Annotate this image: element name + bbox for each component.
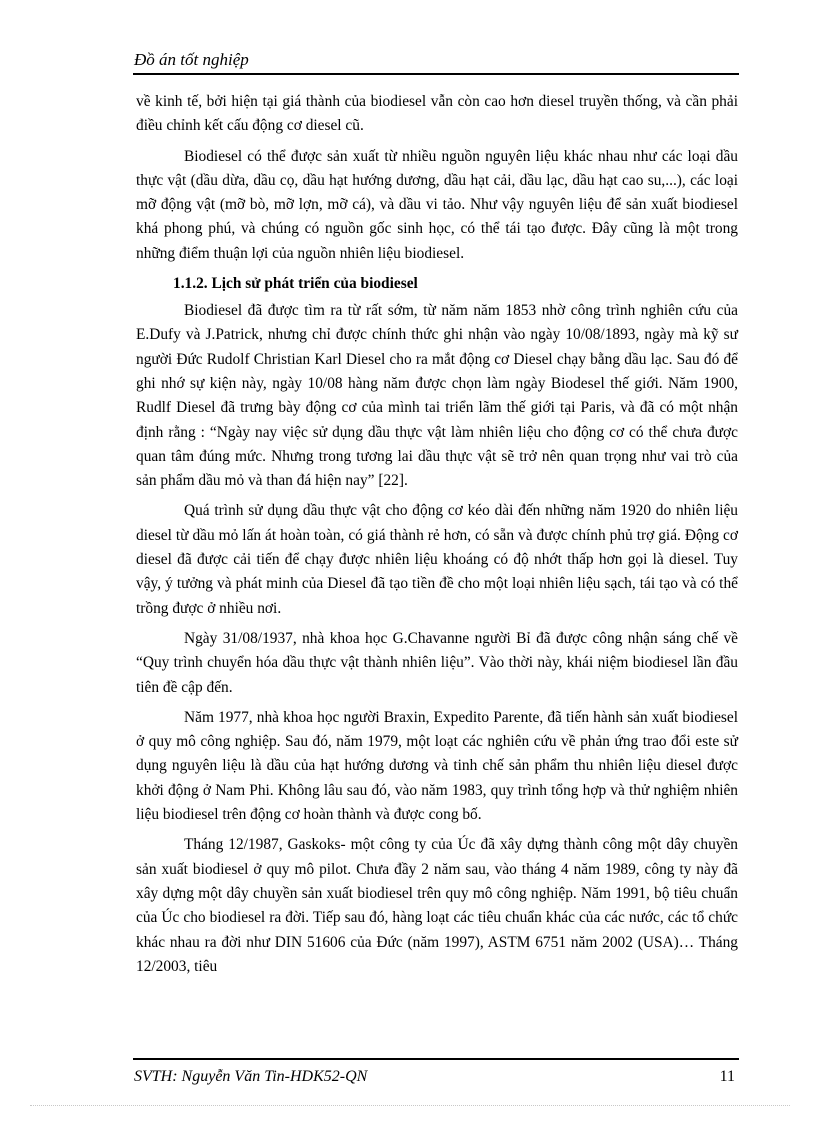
page-edge-divider [30, 1105, 790, 1106]
paragraph-standards: Tháng 12/1987, Gaskoks- một công ty của Úc đã xây dựng thành công một dây chuyền sản xuất biodiesel ở quy mô pilot. Chưa đầy 2 năm sau, vào tháng 4 năm 1989, công ty này đã xây dựng một dây chuyền sản xuất biodiesel trên quy mô công nghiệp. Năm 1991, bộ tiêu chuẩn của Úc cho biodiesel ra đời. Tiếp sau đó, hàng loạt các tiêu chuẩn khác của các nước, các tổ chức khác nhau ra đời như DIN 51606 của Đức (năm 1997), ASTM 6751 năm 2002 (USA)… Tháng 12/2003, tiêu [136, 836, 738, 975]
paragraph-feedstock: Biodiesel có thể được sản xuất từ nhiều nguồn nguyên liệu khác nhau như các loại dầu thực vật (dầu dừa, dầu cọ, dầu hạt hướng dương, dầu hạt cải, dầu lạc, dầu hạt cao su,...), các loại mỡ động vật (mỡ bò, mỡ lợn, mỡ cá), và dầu vi tảo. Như vậy nguyên liệu để sản xuất biodiesel khá phong phú, và chúng có nguồn gốc sinh học, có thể tái tạo được. Đây cũng là một trong những điểm thuận lợi của nguồn nhiên liệu biodiesel. [136, 147, 738, 262]
paragraph-usage: Quá trình sử dụng dầu thực vật cho động cơ kéo dài đến những năm 1920 do nhiên liệu diesel từ dầu mỏ lấn át hoàn toàn, có giá thành rẻ hơn, có sẵn và được chính phủ trợ giá. Động cơ diesel đã được cải tiến để chạy được nhiên liệu khoáng có độ nhớt thấp hơn gọi là diesel. Tuy vậy, ý tưởng và phát minh của Diesel đã tạo tiền đề cho một loại nhiên liệu sạch, tái tạo và có thể trồng được ở nhiều nơi. [136, 502, 738, 617]
paragraph-history: Biodiesel đã được tìm ra từ rất sớm, từ năm năm 1853 nhờ công trình nghiên cứu của E.Dufy và J.Patrick, nhưng chỉ được chính thức ghi nhận vào ngày 10/08/1893, ngày mà kỹ sư người Đức Rudolf Christian Karl Diesel cho ra mắt động cơ Diesel chạy bằng dầu lạc. Sau đó để ghi nhớ sự kiện này, ngày 10/08 hàng năm được chọn làm ngày Biodesel thế giới. Năm 1900, Rudlf Diesel đã trưng bày động cơ của mình tai triển lãm thế giới tại Paris, và đã có một nhận định rằng : “Ngày nay việc sử dụng dầu thực vật làm nhiên liệu cho động cơ có thể chưa được quan tâm đúng mức. Nhưng trong tương lai dầu thực vật sẽ trở nên quan trọng như vai trò của sản phẩm dầu mỏ và than đá hiện nay” [22]. [136, 302, 738, 490]
section-heading: 1.1.2. Lịch sử phát triển của biodiesel [173, 275, 418, 293]
page-header [133, 46, 739, 75]
paragraph-continued: về kinh tế, bởi hiện tại giá thành của biodiesel vẫn còn cao hơn diesel truyền thống, và cần phải điều chỉnh kết cấu động cơ diesel cũ. [136, 93, 738, 135]
footer-author: SVTH: Nguyễn Văn Tin-HDK52-QN [134, 1068, 368, 1085]
paragraph-industrial: Năm 1977, nhà khoa học người Braxin, Expedito Parente, đã tiến hành sản xuất biodiesel ở quy mô công nghiệp. Sau đó, năm 1979, một loạt các nghiên cứu về phản ứng trao đổi este sử dụng nguyên liệu là dầu của hạt hướng dương và tinh chế sản phẩm thu nhiên liệu diesel được khởi động ở Nam Phi. Không lâu sau đó, vào năm 1983, quy trình tổng hợp và thử nghiệm nhiên liệu biodiesel trên động cơ hoàn thành và được cong bố. [136, 708, 738, 824]
header-title: Đồ án tốt nghiệp [134, 50, 249, 69]
page-number: 11 [719, 1068, 735, 1085]
page-footer [133, 1058, 739, 1090]
paragraph-patent: Ngày 31/08/1937, nhà khoa học G.Chavanne người Bỉ đã được công nhận sáng chế về “Quy trình chuyển hóa dầu thực vật thành nhiên liệu”. Vào thời này, khái niệm biodiesel lần đầu tiên đề cập đến. [136, 629, 738, 696]
page-body [136, 90, 738, 985]
